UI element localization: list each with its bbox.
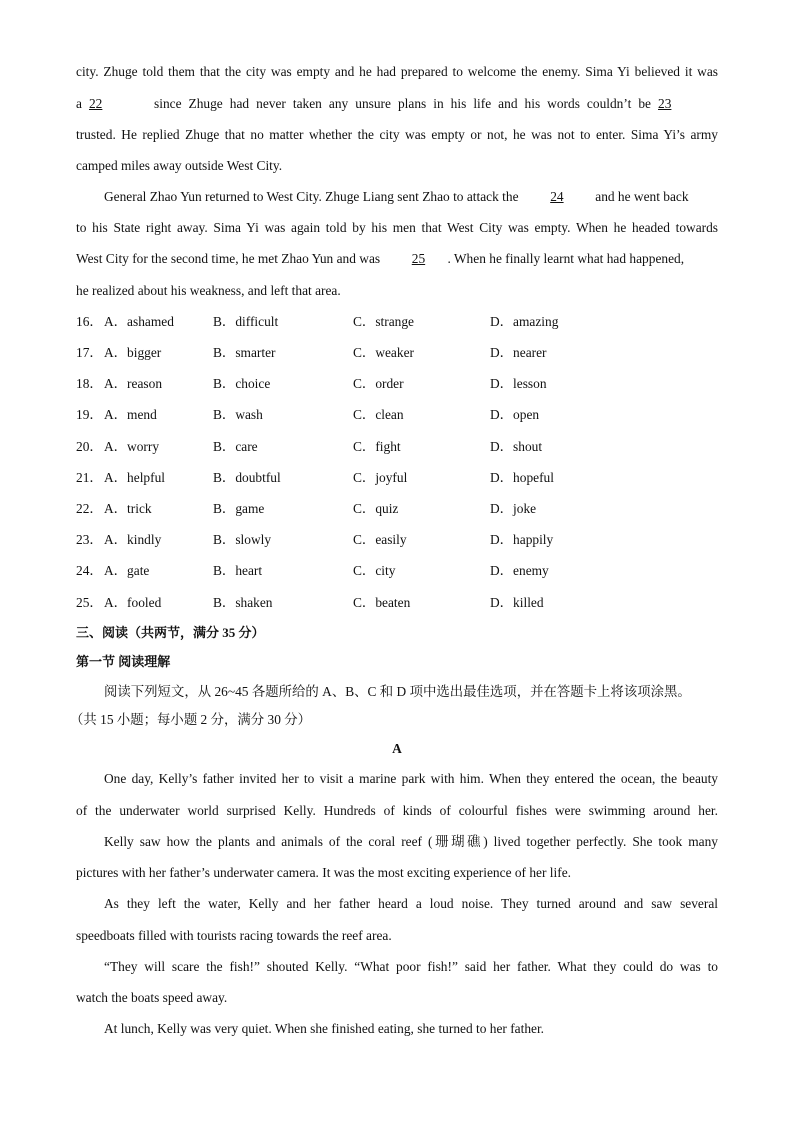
option-c: C．clean	[353, 407, 404, 422]
option-c: C．easily	[353, 532, 407, 547]
option-c: C．quiz	[353, 501, 399, 516]
option-a: A．worry	[104, 439, 160, 454]
question-number: 19．	[76, 407, 103, 422]
question-number: 17．	[76, 345, 103, 360]
passage-a-line: Kelly saw how the plants and animals of the coral reef (珊瑚礁) lived together perfectly. She took many	[104, 834, 718, 849]
option-d: D．lesson	[490, 376, 547, 391]
passage-line-blank-25: West City for the second time, he met Zhao Yun and was 25 . When he finally learnt what had happened,	[76, 251, 685, 266]
question-number: 23．	[76, 532, 103, 547]
option-a: A．fooled	[104, 595, 162, 610]
option-b: B．game	[213, 501, 265, 516]
question-row-25	[76, 594, 718, 612]
option-a: A．mend	[104, 407, 157, 422]
passage-line-blanks-22-23: a 22 since Zhuge had never taken any unsure plans in his life and his words couldn’t be 23	[76, 95, 718, 113]
blank-24: 24	[550, 189, 564, 204]
question-number: 24．	[76, 563, 103, 578]
option-a: A．helpful	[104, 470, 165, 485]
question-row-22	[76, 500, 718, 518]
passage-a-line: pictures with her father’s underwater camera. It was the most exciting experience of her life.	[76, 865, 571, 880]
option-c: C．beaten	[353, 595, 411, 610]
option-a: A．trick	[104, 501, 152, 516]
blank-25: 25	[411, 251, 426, 266]
question-number: 25．	[76, 595, 103, 610]
part-heading: 第一节 阅读理解	[76, 654, 171, 669]
passage-line: trusted. He replied Zhuge that no matter whether the city was empty or not, he was not to enter. Sima Yi’s army	[76, 127, 718, 142]
option-b: B．choice	[213, 376, 271, 391]
option-d: D．hopeful	[490, 470, 554, 485]
question-row-24	[76, 562, 718, 580]
passage-a-line: At lunch, Kelly was very quiet. When she finished eating, she turned to her father.	[104, 1021, 545, 1036]
option-a: A．ashamed	[104, 314, 174, 329]
question-number: 20．	[76, 439, 103, 454]
option-b: B．difficult	[213, 314, 279, 329]
question-row-23	[76, 531, 718, 549]
option-b: B．wash	[213, 407, 263, 422]
section-heading: 三、阅读（共两节，满分 35 分）	[76, 625, 265, 640]
question-number: 22．	[76, 501, 103, 516]
passage-a-line: As they left the water, Kelly and her father heard a loud noise. They turned around and saw several	[104, 896, 718, 911]
option-c: C．city	[353, 563, 396, 578]
passage-a-line: of the underwater world surprised Kelly. Hundreds of kinds of colourful fishes were swimming around her.	[76, 803, 718, 818]
passage-line: he realized about his weakness, and left that area.	[76, 283, 341, 298]
option-d: D．open	[490, 407, 540, 422]
question-row-17	[76, 344, 718, 362]
blank-22: 22	[88, 96, 103, 111]
blank-23: 23	[658, 96, 672, 111]
option-b: B．smarter	[213, 345, 276, 360]
option-b: B．care	[213, 439, 258, 454]
passage-a-line: One day, Kelly’s father invited her to visit a marine park with him. When they entered the ocean, the beauty	[104, 771, 718, 786]
passage-line: to his State right away. Sima Yi was again told by his men that West City was empty. When he headed towards	[76, 220, 718, 235]
question-row-19	[76, 406, 718, 424]
option-d: D．nearer	[490, 345, 547, 360]
option-a: A．gate	[104, 563, 150, 578]
option-c: C．joyful	[353, 470, 408, 485]
option-d: D．joke	[490, 501, 537, 516]
passage-line: city. Zhuge told them that the city was empty and he had prepared to welcome the enemy. Sima Yi believed it was	[76, 64, 718, 79]
option-a: A．reason	[104, 376, 163, 391]
question-number: 18．	[76, 376, 103, 391]
passage-label: A	[392, 741, 402, 756]
instructions-line: （共 15 小题；每小题 2 分，满分 30 分）	[70, 712, 312, 727]
question-number: 16．	[76, 314, 103, 329]
option-b: B．heart	[213, 563, 263, 578]
question-row-18	[76, 375, 718, 393]
option-a: A．kindly	[104, 532, 162, 547]
option-c: C．order	[353, 376, 404, 391]
option-c: C．fight	[353, 439, 401, 454]
passage-a-line: watch the boats speed away.	[76, 990, 228, 1005]
passage-line-blank-24: General Zhao Yun returned to West City. Zhuge Liang sent Zhao to attack the 24 and he went back	[104, 189, 689, 204]
option-d: D．amazing	[490, 314, 559, 329]
option-d: D．shout	[490, 439, 543, 454]
question-row-16	[76, 313, 718, 331]
option-c: C．strange	[353, 314, 414, 329]
instructions-line: 阅读下列短文，从 26~45 各题所给的 A、B、C 和 D 项中选出最佳选项，并在答题卡上将该项涂黑。	[104, 684, 691, 699]
passage-a-line: “They will scare the fish!” shouted Kelly. “What poor fish!” said her father. What they could do was to	[104, 959, 718, 974]
option-b: B．slowly	[213, 532, 272, 547]
passage-line: camped miles away outside West City.	[76, 158, 283, 173]
option-b: B．shaken	[213, 595, 273, 610]
passage-a-line: speedboats filled with tourists racing towards the reef area.	[76, 928, 392, 943]
option-d: D．happily	[490, 532, 554, 547]
question-row-20	[76, 438, 718, 456]
option-d: D．killed	[490, 595, 544, 610]
option-c: C．weaker	[353, 345, 414, 360]
option-d: D．enemy	[490, 563, 549, 578]
question-row-21	[76, 469, 718, 487]
option-a: A．bigger	[104, 345, 162, 360]
question-number: 21．	[76, 470, 103, 485]
option-b: B．doubtful	[213, 470, 281, 485]
